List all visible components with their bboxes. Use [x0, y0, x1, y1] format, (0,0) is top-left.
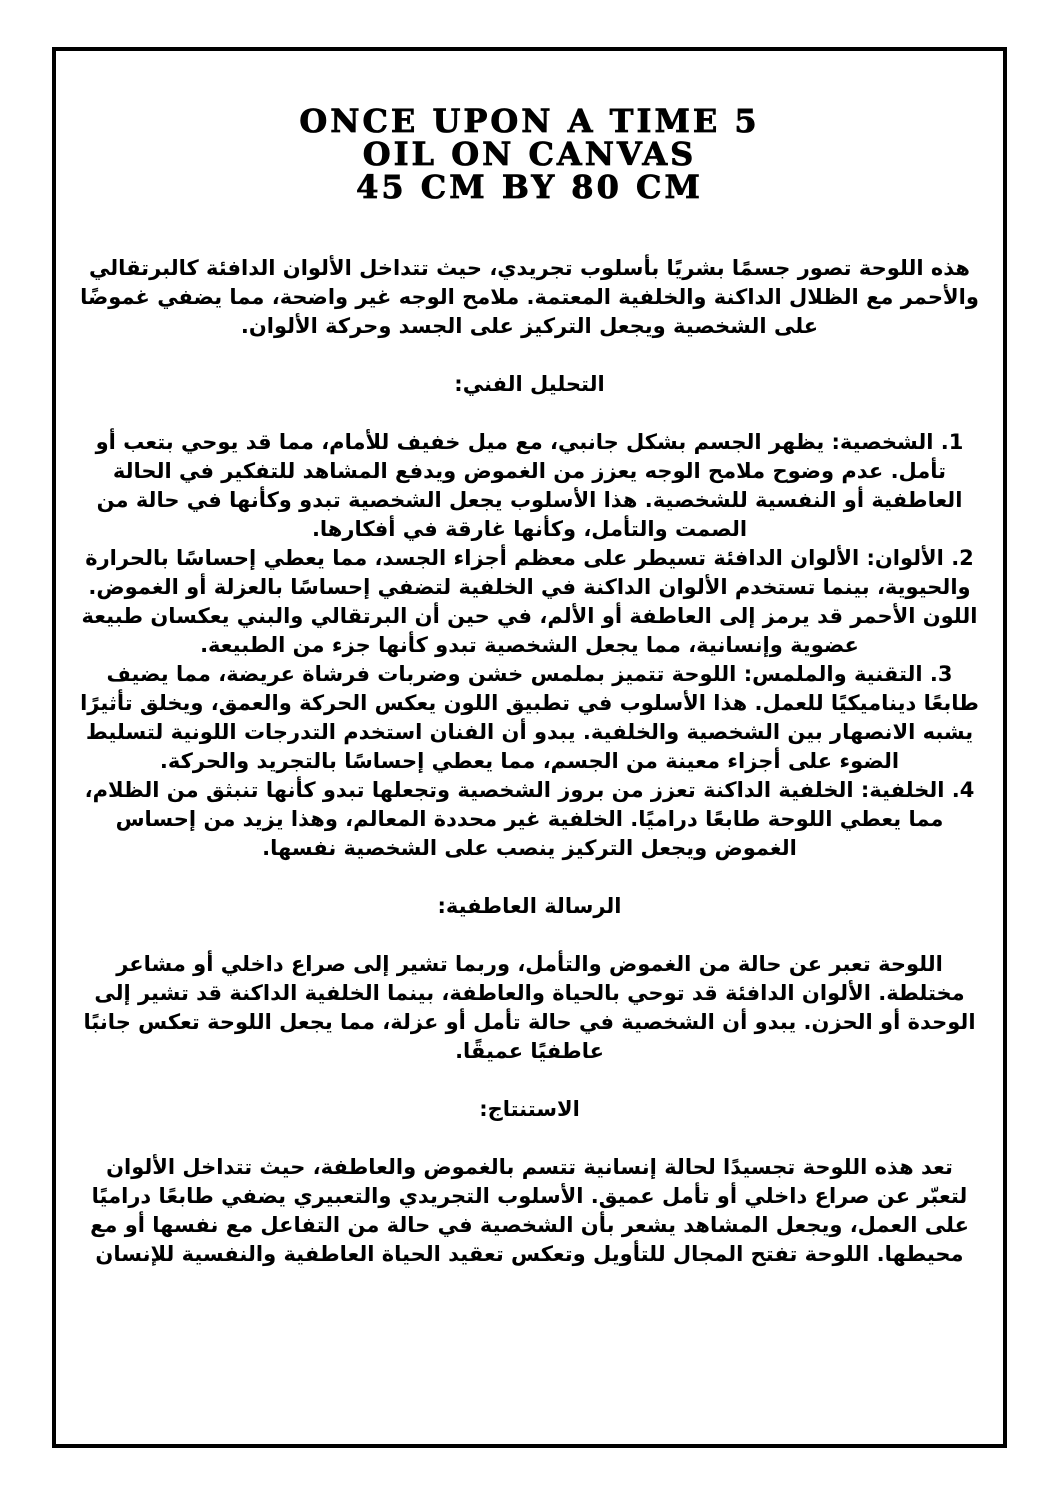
analysis-item-character: 1. الشخصية: يظهر الجسم بشكل جانبي، مع ميل خفيف للأمام، مما قد يوحي بتعب أو تأمل. عدم وضوح ملامح الوجه يعزز من الغموض ويدفع المشاهد للتفكير في الحالة العاطفية أو النفسية للشخصية. هذا الأسلوب يجعل الشخصية تبدو وكأنها في حالة من الصمت والتأمل، وكأنها غارقة في أفكارها. [95, 430, 964, 541]
artwork-dimensions: 45 CM BY 80 CM [356, 168, 703, 206]
page-border-frame [52, 47, 1007, 1448]
analysis-list [80, 428, 979, 863]
artwork-title-name: ONCE UPON A TIME 5 [299, 102, 760, 140]
analysis-item-technique: 3. التقنية والملمس: اللوحة تتميز بملمس خشن وضربات فرشاة عريضة، مما يضيف طابعًا ديناميكيًا للعمل. هذا الأسلوب في تطبيق اللون يعكس الحركة والعمق، ويخلق تأثيرًا يشبه الانصهار بين الشخصية والخلفية. يبدو أن الفنان استخدم التدرجات اللونية لتسليط الضوء على أجزاء معينة من الجسم، مما يعطي إحساسًا بالتجريد والحركة. [80, 662, 979, 773]
emotional-message-paragraph: اللوحة تعبر عن حالة من الغموض والتأمل، وربما تشير إلى صراع داخلي أو مشاعر مختلطة. الألوان الدافئة قد توحي بالحياة والعاطفة، بينما الخلفية الداكنة قد تشير إلى الوحدة أو الحزن. يبدو أن الشخصية في حالة تأمل أو عزلة، مما يجعل اللوحة تعكس جانبًا عاطفيًا عميقًا. [83, 952, 976, 1063]
emotional-message-heading: الرسالة العاطفية: [437, 894, 622, 918]
analysis-item-background: 4. الخلفية: الخلفية الداكنة تعزز من بروز الشخصية وتجعلها تبدو كأنها تنبثق من الظلام، مما يعطي اللوحة طابعًا دراميًا. الخلفية غير محددة المعالم، وهذا يزيد من إحساس الغموض ويجعل التركيز ينصب على الشخصية نفسها. [84, 778, 975, 860]
intro-paragraph: هذه اللوحة تصور جسمًا بشريًا بأسلوب تجريدي، حيث تتداخل الألوان الدافئة كالبرتقالي والأحمر مع الظلال الداكنة والخلفية المعتمة. ملامح الوجه غير واضحة، مما يضفي غموضًا على الشخصية ويجعل التركيز على الجسد وحركة الألوان. [80, 256, 979, 338]
conclusion-heading: الاستنتاج: [479, 1097, 580, 1121]
conclusion-paragraph: تعد هذه اللوحة تجسيدًا لحالة إنسانية تتسم بالغموض والعاطفة، حيث تتداخل الألوان لتعبّر عن صراع داخلي أو تأمل عميق. الأسلوب التجريدي والتعبيري يضفي طابعًا دراميًا على العمل، ويجعل المشاهد يشعر بأن الشخصية في حالة من التفاعل مع نفسها أو مع محيطها. اللوحة تفتح المجال للتأويل وتعكس تعقيد الحياة العاطفية والنفسية للإنسان [90, 1155, 969, 1266]
artwork-title [80, 102, 979, 206]
artwork-medium: OIL ON CANVAS [362, 135, 697, 173]
analysis-item-colors: 2. الألوان: الألوان الدافئة تسيطر على معظم أجزاء الجسد، مما يعطي إحساسًا بالحرارة والحيوية، بينما تستخدم الألوان الداكنة في الخلفية لتضفي إحساسًا بالعزلة أو الغموض. اللون الأحمر قد يرمز إلى العاطفة أو الألم، في حين أن البرتقالي والبني يعكسان طبيعة عضوية وإنسانية، مما يجعل الشخصية تبدو كأنها جزء من الطبيعة. [81, 546, 978, 657]
analysis-heading: التحليل الفني: [454, 372, 605, 396]
